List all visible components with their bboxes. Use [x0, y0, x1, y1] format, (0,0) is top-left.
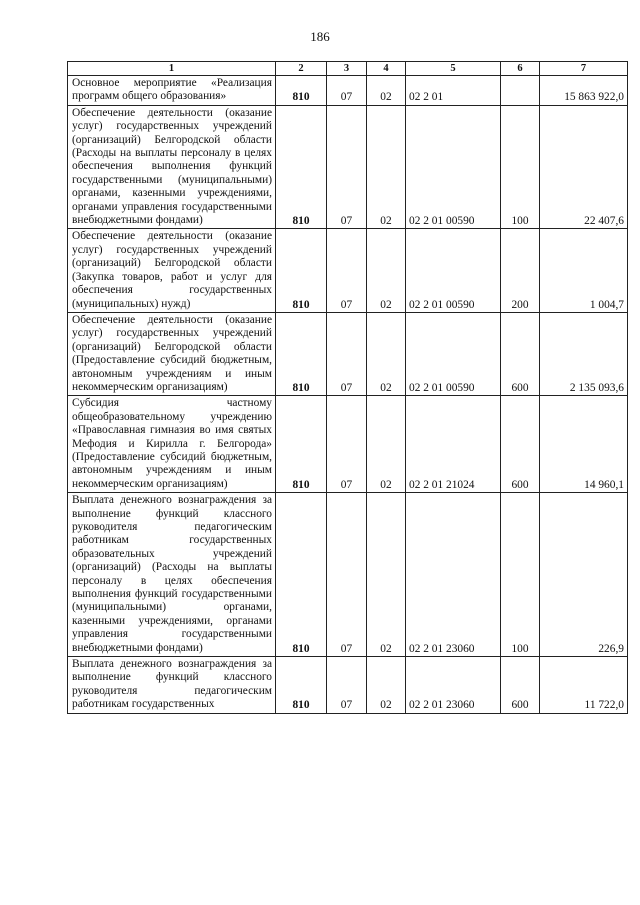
row-name: Обеспечение деятельности (оказание услуг) государственных учреждений (организаций) Белгородской области (Расходы на выплаты персоналу в целях обеспечения выполнения функций государственными (муниципальными) органами, казенными учреждениями, органами управления государственными внебюджетными фондами): [68, 105, 276, 229]
row-section: 07: [327, 396, 367, 493]
row-subsection: 02: [367, 396, 406, 493]
row-target-article: 02 2 01 00590: [406, 229, 501, 312]
column-number-row: [68, 62, 628, 76]
row-admin-code: 810: [276, 229, 327, 312]
row-section: 07: [327, 229, 367, 312]
column-header-6: 6: [501, 62, 540, 76]
row-expense-type: [501, 76, 540, 106]
row-amount: 226,9: [540, 493, 628, 657]
row-name: Субсидия частному общеобразовательному учреждению «Православная гимназия во имя святых Мефодия и Кирилла г. Белгорода» (Предоставление субсидий бюджетным, автономным учреждениям и иным некоммерческим организациям): [68, 396, 276, 493]
row-admin-code: 810: [276, 396, 327, 493]
row-amount: 2 135 093,6: [540, 312, 628, 395]
row-section: 07: [327, 493, 367, 657]
row-target-article: 02 2 01 23060: [406, 657, 501, 714]
row-section: 07: [327, 657, 367, 714]
table-row: [68, 312, 628, 395]
column-header-1: 1: [68, 62, 276, 76]
row-amount: 11 722,0: [540, 657, 628, 714]
row-expense-type: 600: [501, 396, 540, 493]
row-admin-code: 810: [276, 493, 327, 657]
row-expense-type: 100: [501, 105, 540, 229]
row-amount: 14 960,1: [540, 396, 628, 493]
column-header-5: 5: [406, 62, 501, 76]
table-row: [68, 493, 628, 657]
row-subsection: 02: [367, 657, 406, 714]
row-subsection: 02: [367, 493, 406, 657]
row-target-article: 02 2 01: [406, 76, 501, 106]
row-subsection: 02: [367, 229, 406, 312]
row-section: 07: [327, 312, 367, 395]
row-target-article: 02 2 01 00590: [406, 312, 501, 395]
row-target-article: 02 2 01 23060: [406, 493, 501, 657]
row-name: Выплата денежного вознаграждения за выполнение функций классного руководителя педагогическим работникам государственных: [68, 657, 276, 714]
column-header-2: 2: [276, 62, 327, 76]
row-target-article: 02 2 01 00590: [406, 105, 501, 229]
row-expense-type: 600: [501, 657, 540, 714]
row-admin-code: 810: [276, 76, 327, 106]
row-subsection: 02: [367, 312, 406, 395]
table-row: [68, 229, 628, 312]
column-header-4: 4: [367, 62, 406, 76]
row-admin-code: 810: [276, 657, 327, 714]
row-name: Обеспечение деятельности (оказание услуг) государственных учреждений (организаций) Белгородской области (Предоставление субсидий бюджетным, автономным учреждениям и иным некоммерческим организациям): [68, 312, 276, 395]
page-number: 186: [310, 29, 330, 44]
row-name: Обеспечение деятельности (оказание услуг) государственных учреждений (организаций) Белгородской области (Закупка товаров, работ и услуг для обеспечения государственных (муниципальных) нужд): [68, 229, 276, 312]
budget-table: [67, 61, 628, 714]
row-name: Выплата денежного вознаграждения за выполнение функций классного руководителя педагогическим работникам государственных образовательных учреждений (организаций) (Расходы на выплаты персоналу в целях обеспечения выполнения функций государственными (муниципальными) органами, казенными учреждениями, органами управления государственными внебюджетными фондами): [68, 493, 276, 657]
row-expense-type: 600: [501, 312, 540, 395]
row-amount: 22 407,6: [540, 105, 628, 229]
table-row: [68, 396, 628, 493]
row-expense-type: 100: [501, 493, 540, 657]
row-admin-code: 810: [276, 312, 327, 395]
row-subsection: 02: [367, 105, 406, 229]
row-expense-type: 200: [501, 229, 540, 312]
row-admin-code: 810: [276, 105, 327, 229]
table-row: [68, 657, 628, 714]
table-row: [68, 76, 628, 106]
column-header-7: 7: [540, 62, 628, 76]
row-amount: 1 004,7: [540, 229, 628, 312]
table-row: [68, 105, 628, 229]
row-subsection: 02: [367, 76, 406, 106]
column-header-3: 3: [327, 62, 367, 76]
row-section: 07: [327, 76, 367, 106]
row-name: Основное мероприятие «Реализация программ общего образования»: [68, 76, 276, 106]
row-section: 07: [327, 105, 367, 229]
row-target-article: 02 2 01 21024: [406, 396, 501, 493]
row-amount: 15 863 922,0: [540, 76, 628, 106]
